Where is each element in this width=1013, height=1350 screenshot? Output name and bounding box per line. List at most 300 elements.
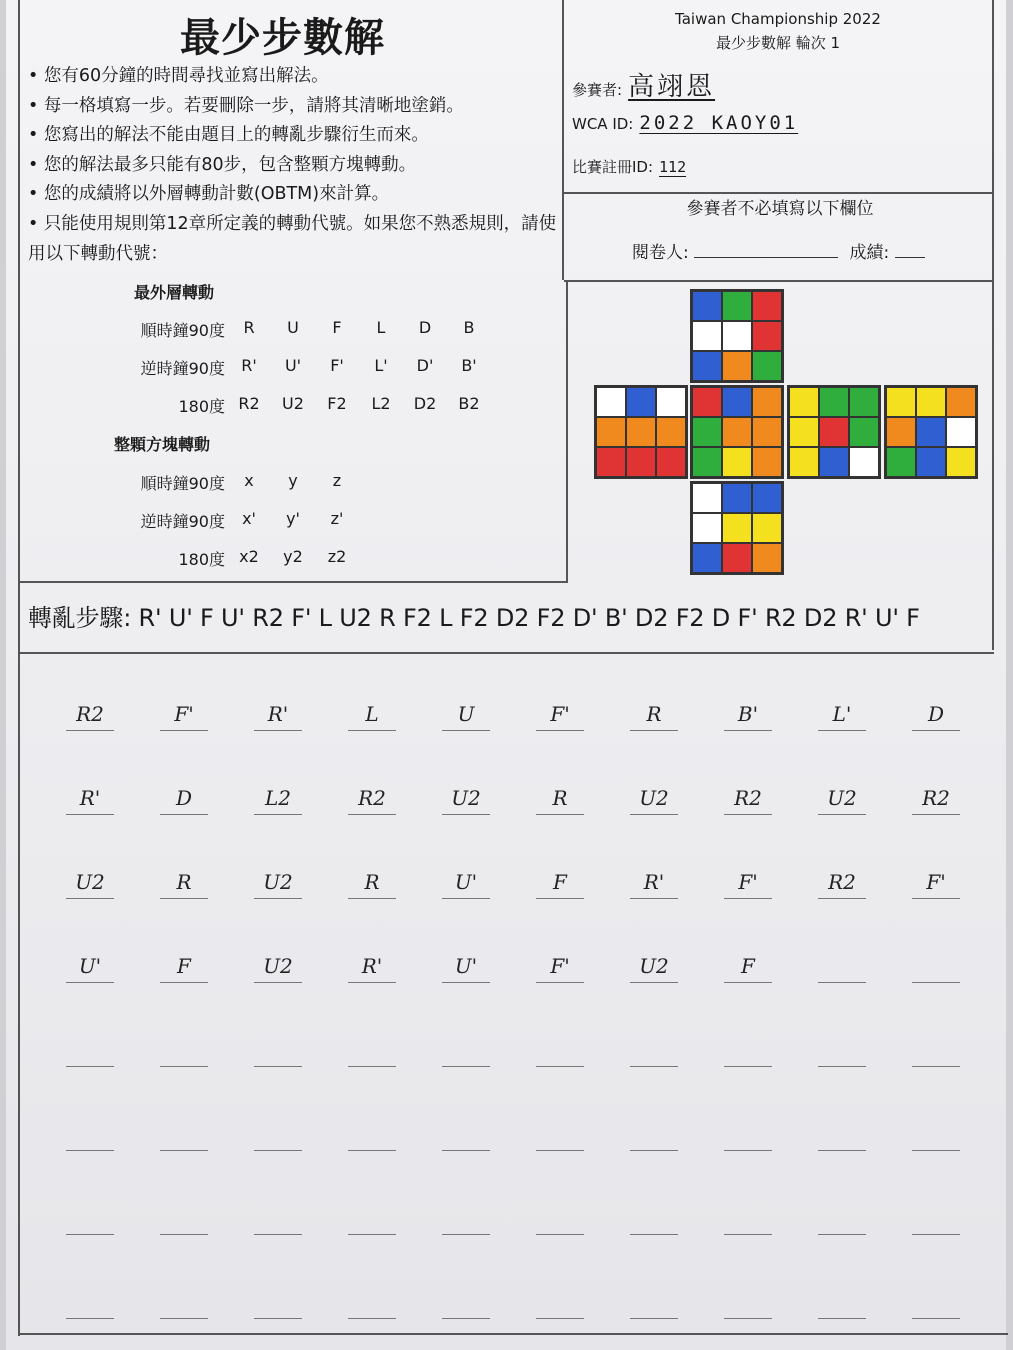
solution-move bbox=[818, 954, 866, 980]
solution-move: R2 bbox=[734, 786, 762, 810]
competitor-label: 參賽者: bbox=[572, 81, 623, 99]
solution-cell[interactable] bbox=[912, 786, 960, 815]
answer-line bbox=[348, 898, 396, 899]
solution-cell[interactable] bbox=[818, 954, 866, 983]
notation-move: L2 bbox=[371, 394, 391, 413]
answer-line bbox=[818, 1066, 866, 1067]
solution-move bbox=[254, 1290, 302, 1316]
solution-cell[interactable] bbox=[630, 1122, 678, 1151]
sticker bbox=[819, 447, 849, 477]
solution-move bbox=[536, 1038, 584, 1064]
answer-line bbox=[536, 982, 584, 983]
solution-move: U' bbox=[454, 870, 478, 894]
notation-row-label: 逆時鐘90度 bbox=[140, 359, 225, 378]
solution-move bbox=[818, 1038, 866, 1064]
notation-move: z bbox=[332, 471, 342, 490]
solution-cell[interactable] bbox=[348, 870, 396, 899]
notation-move: y2 bbox=[283, 547, 303, 566]
solution-cell[interactable] bbox=[630, 702, 678, 731]
solution-cell[interactable] bbox=[66, 1290, 114, 1319]
registration-id-value: 112 bbox=[659, 158, 687, 176]
solution-move bbox=[348, 1122, 396, 1148]
answer-line bbox=[818, 898, 866, 899]
solution-cell[interactable] bbox=[254, 870, 302, 899]
solution-cell[interactable] bbox=[254, 1038, 302, 1067]
solution-move bbox=[912, 1206, 960, 1232]
sticker bbox=[752, 483, 782, 513]
sticker bbox=[626, 387, 656, 417]
solution-move: R' bbox=[267, 702, 289, 726]
answer-line bbox=[442, 898, 490, 899]
solution-move bbox=[912, 954, 960, 980]
notation-move: D bbox=[418, 318, 432, 337]
sticker bbox=[849, 387, 879, 417]
outer-border-left bbox=[18, 0, 20, 1336]
solution-cell[interactable] bbox=[160, 1206, 208, 1235]
solution-cell[interactable] bbox=[818, 702, 866, 731]
solution-cell[interactable] bbox=[536, 702, 584, 731]
solution-move bbox=[66, 1122, 114, 1148]
solution-move bbox=[66, 1038, 114, 1064]
answer-line bbox=[348, 1150, 396, 1151]
solution-move bbox=[818, 1206, 866, 1232]
solution-move bbox=[160, 1290, 208, 1316]
solution-move bbox=[348, 1206, 396, 1232]
solution-move bbox=[912, 1290, 960, 1316]
sticker bbox=[946, 447, 976, 477]
sticker bbox=[692, 483, 722, 513]
scramble-box-bottom bbox=[18, 652, 994, 654]
sticker bbox=[596, 387, 626, 417]
sticker bbox=[752, 447, 782, 477]
solution-cell[interactable] bbox=[630, 1290, 678, 1319]
sticker bbox=[722, 291, 752, 321]
solution-cell[interactable] bbox=[724, 786, 772, 815]
notation-move: z2 bbox=[327, 547, 347, 566]
solution-cell[interactable] bbox=[724, 870, 772, 899]
sticker bbox=[752, 321, 782, 351]
answer-line bbox=[66, 730, 114, 731]
notation-row-label: 逆時鐘90度 bbox=[140, 512, 225, 531]
competition-name: Taiwan Championship 2022 bbox=[675, 10, 881, 28]
notation-box-bottom bbox=[18, 581, 568, 583]
answer-line bbox=[254, 730, 302, 731]
answer-line bbox=[818, 982, 866, 983]
solution-cell[interactable] bbox=[630, 786, 678, 815]
rule-item: • 只能使用規則第12章所定義的轉動代號。如果您不熟悉規則，請使用以下轉動代號： bbox=[28, 213, 557, 264]
sticker bbox=[656, 387, 686, 417]
solution-cell[interactable] bbox=[442, 702, 490, 731]
solution-cell[interactable] bbox=[254, 1122, 302, 1151]
answer-line bbox=[66, 982, 114, 983]
answer-line bbox=[66, 1318, 114, 1319]
answer-line bbox=[818, 1234, 866, 1235]
solution-cell[interactable] bbox=[442, 1122, 490, 1151]
solution-move: U2 bbox=[75, 870, 105, 894]
solution-move: R2 bbox=[922, 786, 950, 810]
sticker bbox=[819, 417, 849, 447]
solution-move bbox=[442, 1206, 490, 1232]
sticker bbox=[722, 321, 752, 351]
solution-move: L2 bbox=[264, 786, 291, 810]
sticker bbox=[849, 447, 879, 477]
solution-cell[interactable] bbox=[630, 1206, 678, 1235]
sticker bbox=[819, 387, 849, 417]
sticker bbox=[916, 387, 946, 417]
solution-cell[interactable] bbox=[66, 702, 114, 731]
rule-item: • 您寫出的解法不能由題目上的轉亂步驟衍生而來。 bbox=[28, 125, 429, 146]
answer-line bbox=[66, 1150, 114, 1151]
sticker bbox=[752, 351, 782, 381]
solution-cell[interactable] bbox=[818, 1290, 866, 1319]
solution-move bbox=[536, 1122, 584, 1148]
solution-cell[interactable] bbox=[442, 1290, 490, 1319]
grader-field[interactable] bbox=[694, 241, 838, 258]
answer-line bbox=[630, 1066, 678, 1067]
solution-cell[interactable] bbox=[818, 1122, 866, 1151]
cube-face-right bbox=[787, 385, 881, 479]
solution-cell[interactable] bbox=[536, 954, 584, 983]
answer-line bbox=[912, 730, 960, 731]
instructions bbox=[28, 62, 558, 269]
solution-cell[interactable] bbox=[818, 1038, 866, 1067]
solution-move: D bbox=[927, 702, 945, 726]
notation-move: R2 bbox=[238, 394, 260, 413]
solution-cell[interactable] bbox=[536, 1290, 584, 1319]
sticker bbox=[692, 291, 722, 321]
solution-cell[interactable] bbox=[348, 702, 396, 731]
solution-cell[interactable] bbox=[630, 870, 678, 899]
answer-line bbox=[66, 1066, 114, 1067]
solution-cell[interactable] bbox=[442, 1206, 490, 1235]
answer-line bbox=[912, 1066, 960, 1067]
solution-cell[interactable] bbox=[348, 1122, 396, 1151]
solution-cell[interactable] bbox=[724, 954, 772, 983]
sticker bbox=[722, 447, 752, 477]
notation-box-right bbox=[566, 280, 568, 582]
solution-cell[interactable] bbox=[536, 1206, 584, 1235]
solution-cell[interactable] bbox=[442, 786, 490, 815]
solution-cell[interactable] bbox=[912, 954, 960, 983]
answer-line bbox=[912, 1234, 960, 1235]
sticker bbox=[692, 513, 722, 543]
solution-cell[interactable] bbox=[536, 1122, 584, 1151]
sticker bbox=[789, 417, 819, 447]
solution-move: F' bbox=[174, 702, 194, 726]
sticker bbox=[789, 447, 819, 477]
cube-face-left bbox=[594, 385, 688, 479]
rotations-heading: 整顆方塊轉動 bbox=[114, 435, 211, 454]
solution-move bbox=[66, 1290, 114, 1316]
solution-cell[interactable] bbox=[818, 786, 866, 815]
sticker bbox=[692, 387, 722, 417]
sticker bbox=[916, 417, 946, 447]
answer-line bbox=[818, 730, 866, 731]
answer-line bbox=[254, 1318, 302, 1319]
solution-cell[interactable] bbox=[536, 1038, 584, 1067]
sticker bbox=[692, 417, 722, 447]
notation-move: x' bbox=[242, 509, 256, 528]
notation-row-label: 180度 bbox=[178, 397, 225, 416]
sticker bbox=[626, 417, 656, 447]
solution-move: R2 bbox=[358, 786, 386, 810]
notation-move: L bbox=[376, 318, 386, 337]
sticker bbox=[849, 417, 879, 447]
solution-move: L' bbox=[832, 702, 852, 726]
answer-line bbox=[160, 898, 208, 899]
sticker bbox=[886, 447, 916, 477]
solution-cell[interactable] bbox=[160, 954, 208, 983]
answer-line bbox=[536, 1150, 584, 1151]
solution-cell[interactable] bbox=[536, 870, 584, 899]
scramble-label: 轉亂步驟: bbox=[28, 604, 132, 632]
answer-line bbox=[630, 814, 678, 815]
answer-line bbox=[912, 898, 960, 899]
solution-move bbox=[630, 1122, 678, 1148]
sticker bbox=[692, 447, 722, 477]
registration-id-label: 比賽註冊ID: bbox=[572, 158, 654, 176]
solution-cell[interactable] bbox=[348, 1290, 396, 1319]
solution-move: F' bbox=[926, 870, 946, 894]
solution-cell[interactable] bbox=[160, 1122, 208, 1151]
answer-line bbox=[724, 982, 772, 983]
solution-move: U' bbox=[454, 954, 478, 978]
column-divider bbox=[562, 0, 564, 280]
answer-line bbox=[442, 1066, 490, 1067]
answer-line bbox=[536, 730, 584, 731]
solution-cell[interactable] bbox=[66, 1038, 114, 1067]
page-title: 最少步數解 bbox=[180, 15, 385, 61]
solution-cell[interactable] bbox=[724, 1038, 772, 1067]
solution-move bbox=[630, 1290, 678, 1316]
notation-move: R bbox=[243, 318, 255, 337]
result-label: 成績: bbox=[849, 243, 890, 263]
solution-cell[interactable] bbox=[348, 1038, 396, 1067]
sticker bbox=[789, 387, 819, 417]
sticker bbox=[722, 417, 752, 447]
solution-cell[interactable] bbox=[912, 1290, 960, 1319]
solution-cell[interactable] bbox=[254, 1290, 302, 1319]
sticker bbox=[692, 321, 722, 351]
solution-cell[interactable] bbox=[912, 1206, 960, 1235]
solution-cell[interactable] bbox=[442, 870, 490, 899]
notation-move: U2 bbox=[282, 394, 304, 413]
solution-cell[interactable] bbox=[912, 1038, 960, 1067]
solution-cell[interactable] bbox=[724, 1206, 772, 1235]
solution-cell[interactable] bbox=[912, 870, 960, 899]
solution-cell[interactable] bbox=[630, 954, 678, 983]
solution-cell[interactable] bbox=[160, 1290, 208, 1319]
solution-move: F bbox=[177, 954, 191, 978]
answer-line bbox=[630, 898, 678, 899]
notation-move: F2 bbox=[327, 394, 347, 413]
grader-label: 閱卷人: bbox=[632, 243, 689, 263]
answer-line bbox=[160, 730, 208, 731]
solution-cell[interactable] bbox=[66, 1122, 114, 1151]
notation-move: x bbox=[244, 471, 254, 490]
answer-line bbox=[254, 1066, 302, 1067]
solution-cell[interactable] bbox=[254, 1206, 302, 1235]
solution-cell[interactable] bbox=[160, 786, 208, 815]
answer-line bbox=[254, 1150, 302, 1151]
notation-move: B2 bbox=[458, 394, 480, 413]
sticker bbox=[752, 291, 782, 321]
solution-cell[interactable] bbox=[818, 870, 866, 899]
answer-line bbox=[254, 898, 302, 899]
answer-line bbox=[912, 814, 960, 815]
sticker bbox=[722, 483, 752, 513]
solution-move: F' bbox=[738, 870, 758, 894]
outer-border-right bbox=[992, 0, 994, 650]
sticker bbox=[656, 417, 686, 447]
solution-cell[interactable] bbox=[442, 954, 490, 983]
solution-cell[interactable] bbox=[66, 954, 114, 983]
solution-move bbox=[254, 1122, 302, 1148]
answer-line bbox=[442, 982, 490, 983]
solution-move: U2 bbox=[263, 954, 293, 978]
notation-move: F bbox=[332, 318, 342, 337]
answer-line bbox=[536, 898, 584, 899]
solution-move: R' bbox=[361, 954, 383, 978]
solution-cell[interactable] bbox=[348, 954, 396, 983]
solution-cell[interactable] bbox=[66, 786, 114, 815]
answer-line bbox=[630, 730, 678, 731]
answer-line bbox=[348, 1066, 396, 1067]
notation-move: D2 bbox=[413, 394, 437, 413]
notation-move: z' bbox=[330, 509, 344, 528]
answer-line bbox=[442, 1318, 490, 1319]
answer-line bbox=[254, 1234, 302, 1235]
answer-line bbox=[160, 1150, 208, 1151]
sticker bbox=[886, 417, 916, 447]
answer-line bbox=[254, 814, 302, 815]
solution-cell[interactable] bbox=[536, 786, 584, 815]
solution-cell[interactable] bbox=[912, 702, 960, 731]
solution-move: U' bbox=[78, 954, 102, 978]
solution-cell[interactable] bbox=[160, 870, 208, 899]
solution-cell[interactable] bbox=[630, 1038, 678, 1067]
solution-cell[interactable] bbox=[348, 786, 396, 815]
registration-id-field[interactable] bbox=[572, 156, 686, 177]
solution-move bbox=[912, 1122, 960, 1148]
solution-move: U bbox=[457, 702, 475, 726]
solution-cell[interactable] bbox=[724, 1290, 772, 1319]
answer-line bbox=[724, 1150, 772, 1151]
notation-move: B' bbox=[461, 356, 477, 375]
answer-line bbox=[160, 814, 208, 815]
notation-move: F' bbox=[330, 356, 344, 375]
cube-face-back bbox=[884, 385, 978, 479]
solution-move: F bbox=[553, 870, 567, 894]
answer-line bbox=[160, 1066, 208, 1067]
cube-face-front bbox=[690, 385, 784, 479]
answer-line bbox=[630, 1318, 678, 1319]
solution-cell[interactable] bbox=[66, 1206, 114, 1235]
rule-item: • 您有60分鐘的時間尋找並寫出解法。 bbox=[28, 66, 329, 86]
notation-move: U' bbox=[284, 356, 302, 375]
answer-line bbox=[160, 1234, 208, 1235]
solution-move bbox=[254, 1038, 302, 1064]
solution-move bbox=[442, 1122, 490, 1148]
solution-cell[interactable] bbox=[160, 702, 208, 731]
solution-cell[interactable] bbox=[66, 870, 114, 899]
answer-line bbox=[160, 982, 208, 983]
answer-line bbox=[66, 1234, 114, 1235]
scramble-moves: R' U' F U' R2 F' L U2 R F2 L F2 D2 F2 D' B' D2 F2 D F' R2 D2 R' U' F bbox=[138, 604, 920, 632]
solution-move bbox=[912, 1038, 960, 1064]
solution-cell[interactable] bbox=[254, 954, 302, 983]
solution-cell[interactable] bbox=[442, 1038, 490, 1067]
solution-cell[interactable] bbox=[724, 1122, 772, 1151]
answer-line bbox=[724, 814, 772, 815]
sticker bbox=[722, 513, 752, 543]
sticker bbox=[752, 543, 782, 573]
solution-move bbox=[160, 1038, 208, 1064]
solution-move: D bbox=[175, 786, 193, 810]
solution-move bbox=[724, 1206, 772, 1232]
solution-cell[interactable] bbox=[254, 702, 302, 731]
answer-line bbox=[912, 1150, 960, 1151]
cube-face-down bbox=[690, 481, 784, 575]
sticker bbox=[722, 351, 752, 381]
answer-line bbox=[536, 1066, 584, 1067]
answer-line bbox=[724, 1318, 772, 1319]
solution-cell[interactable] bbox=[724, 702, 772, 731]
solution-move: R2 bbox=[828, 870, 856, 894]
answer-line bbox=[348, 982, 396, 983]
solution-cell[interactable] bbox=[254, 786, 302, 815]
wca-id-field[interactable] bbox=[572, 112, 798, 134]
sticker bbox=[916, 447, 946, 477]
solution-move bbox=[818, 1122, 866, 1148]
solution-move bbox=[630, 1206, 678, 1232]
sticker bbox=[656, 447, 686, 477]
solution-move bbox=[724, 1122, 772, 1148]
solution-move bbox=[818, 1290, 866, 1316]
answer-line bbox=[630, 1150, 678, 1151]
solution-cell[interactable] bbox=[912, 1122, 960, 1151]
competitor-field[interactable] bbox=[572, 66, 715, 103]
answer-line bbox=[724, 898, 772, 899]
solution-cell[interactable] bbox=[348, 1206, 396, 1235]
answer-line bbox=[254, 982, 302, 983]
notation-move: y' bbox=[286, 509, 300, 528]
sticker bbox=[722, 387, 752, 417]
notation-move: B bbox=[463, 318, 475, 337]
result-field[interactable] bbox=[895, 241, 925, 258]
solution-move: L bbox=[365, 702, 379, 726]
solution-move: R bbox=[552, 786, 568, 810]
answer-line bbox=[348, 1234, 396, 1235]
solution-move: U2 bbox=[639, 786, 669, 810]
answer-line bbox=[724, 1234, 772, 1235]
solution-move: F' bbox=[550, 702, 570, 726]
solution-move: U2 bbox=[263, 870, 293, 894]
sticker bbox=[626, 447, 656, 477]
staff-note: 參賽者不必填寫以下欄位 bbox=[686, 199, 874, 219]
rule-item: • 您的成績將以外層轉動計數(OBTM)來計算。 bbox=[28, 184, 390, 205]
answer-line bbox=[630, 982, 678, 983]
solution-move: R bbox=[646, 702, 662, 726]
cube-face-up bbox=[690, 289, 784, 383]
solution-cell[interactable] bbox=[160, 1038, 208, 1067]
answer-line bbox=[442, 730, 490, 731]
competitor-name: 高翊恩 bbox=[628, 72, 716, 102]
answer-line bbox=[818, 1150, 866, 1151]
solution-cell[interactable] bbox=[818, 1206, 866, 1235]
answer-line bbox=[66, 814, 114, 815]
solution-move bbox=[724, 1038, 772, 1064]
